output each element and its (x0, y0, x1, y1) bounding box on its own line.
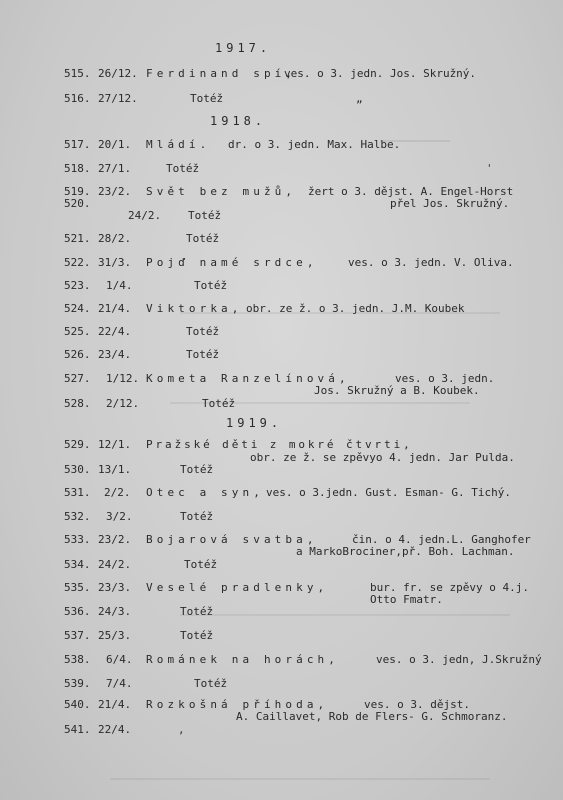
entry-details: ves. o 3.jedn. Gust. Esman- G. Tichý. (266, 486, 512, 499)
entry-date: 7/4. (106, 677, 133, 690)
entry-number: 526. (64, 348, 91, 361)
entry-details-continued: A. Caillavet, Rob de Flers- G. Schmoranz. (236, 710, 508, 723)
entry-date: 25/3. (98, 629, 132, 642)
entry-title: Bojarová svatba, (146, 533, 318, 546)
entry-date: 27/12. (98, 92, 138, 105)
entry-date: 6/4. (106, 653, 133, 666)
same-note: Totéž (202, 397, 236, 410)
entry-date: 24/3. (98, 605, 132, 618)
same-note: Totéž (186, 325, 220, 338)
entry-row (0, 91, 563, 107)
entry-number: 525. (64, 325, 91, 338)
entry-number: 535. (64, 581, 91, 594)
entry-title: Veselé pradlenky, (146, 581, 329, 594)
year-heading-row (0, 113, 563, 129)
entry-date: 22/4. (98, 325, 132, 338)
entry-date: 13/1. (98, 463, 132, 476)
entry-date: 23/2. (98, 185, 132, 198)
entry-number: 539. (64, 677, 91, 690)
entry-details: ves. o 3. dějst. (364, 698, 470, 711)
entry-number: 518. (64, 162, 91, 175)
entry-row (0, 255, 563, 271)
entry-row (0, 278, 563, 294)
entry-date: 31/3. (98, 256, 132, 269)
entry-details-continued: a MarkoBrociner,př. Boh. Lachman. (296, 545, 515, 558)
same-note: Totéž (180, 629, 214, 642)
entry-title: Ferdinand spí, (146, 67, 297, 80)
entry-details: obr. ze ž. o 3. jedn. J.M. Koubek (246, 302, 465, 315)
entry-number: 523. (64, 279, 91, 292)
entry-details-continued: Otto Fmatr. (370, 593, 443, 606)
entry-date: 23/3. (98, 581, 132, 594)
entry-number: 533. (64, 533, 91, 546)
entry-number: 519. (64, 185, 91, 198)
same-note: Totéž (194, 279, 228, 292)
entry-details: bur. fr. se zpěvy o 4.j. (370, 581, 529, 594)
stray-mark: ' (486, 162, 493, 175)
entry-row (0, 324, 563, 340)
bleed-through-mark (110, 778, 490, 780)
entry-row (0, 722, 563, 738)
entry-number: 532. (64, 510, 91, 523)
entry-title: Kometa Ranzelínová, (146, 372, 350, 385)
year-heading: 1919. (226, 416, 283, 430)
entry-title: Pražské děti z mokré čtvrti, (146, 438, 413, 451)
entry-number: 529. (64, 438, 91, 451)
entry-number: 522. (64, 256, 91, 269)
same-note: Totéž (180, 510, 214, 523)
entry-row (0, 652, 563, 668)
entry-row (0, 66, 563, 82)
entry-number: 531. (64, 486, 91, 499)
ditto-mark: „ (356, 92, 363, 105)
entry-title: Otec a syn, (146, 486, 264, 499)
entry-number: 527. (64, 372, 91, 385)
entry-row (0, 161, 563, 177)
entry-date: 23/2. (98, 533, 132, 546)
entry-row (0, 301, 563, 317)
entry-details: ves. o 3. jedn. V. Oliva. (348, 256, 514, 269)
entry-title: Rozkošná příhoda, (146, 698, 329, 711)
entry-date: 21/4. (98, 698, 132, 711)
entry-row (0, 509, 563, 525)
entry-number: 520. (64, 197, 91, 210)
entry-date: 1/12. (106, 372, 140, 385)
same-note: Totéž (186, 348, 220, 361)
entry-date: 3/2. (106, 510, 133, 523)
entry-date: 12/1. (98, 438, 132, 451)
entry-date: 28/2. (98, 232, 132, 245)
same-note: Totéž (190, 92, 224, 105)
entry-number: 534. (64, 558, 91, 571)
entry-title: Románek na horách, (146, 653, 340, 666)
entry-date: 20/1. (98, 138, 132, 151)
entry-title: Mládí. (146, 138, 211, 151)
entry-date: 2/2. (104, 486, 131, 499)
entry-row (0, 628, 563, 644)
entry-date: 21/4. (98, 302, 132, 315)
same-note: Totéž (186, 232, 220, 245)
entry-date: 27/1. (98, 162, 132, 175)
entry-date: 1/4. (106, 279, 133, 292)
entry-date: 2/12. (106, 397, 140, 410)
entry-date: 24/2. (128, 209, 162, 222)
same-note: Totéž (180, 463, 214, 476)
entry-number: 541. (64, 723, 91, 736)
entry-title: Svět bez mužů, (146, 185, 297, 198)
entry-number: 524. (64, 302, 91, 315)
stray-mark: , (178, 723, 185, 736)
entry-number: 536. (64, 605, 91, 618)
entry-details: ves. o 3. jedn, J.Skružný (376, 653, 542, 666)
entry-details: ves. o 3. jedn. Jos. Skružný. (284, 67, 477, 80)
year-heading-row (0, 415, 563, 431)
entry-date: 26/12. (98, 67, 138, 80)
entry-date: 23/4. (98, 348, 132, 361)
entry-details: dr. o 3. jedn. Max. Halbe. (228, 138, 401, 151)
entry-details-continued: Jos. Skružný a B. Koubek. (314, 384, 480, 397)
entry-number: 540. (64, 698, 91, 711)
entry-row (0, 485, 563, 501)
entry-number: 517. (64, 138, 91, 151)
entry-row (0, 462, 563, 478)
entry-number: 538. (64, 653, 91, 666)
entry-row (0, 231, 563, 247)
entry-title: Viktorka, (146, 302, 243, 315)
entry-row (0, 137, 563, 153)
year-heading-row (0, 40, 563, 56)
entry-title: Pojď namé srdce, (146, 256, 318, 269)
entry-details: obr. ze ž. se zpěvyo 4. jedn. Jar Pulda. (250, 451, 515, 464)
entry-row (0, 604, 563, 620)
entry-number: 516. (64, 92, 91, 105)
same-note: Totéž (166, 162, 200, 175)
entry-row (0, 208, 563, 224)
entry-row (0, 557, 563, 573)
entry-date: 22/4. (98, 723, 132, 736)
entry-row (0, 676, 563, 692)
same-note: Totéž (194, 677, 228, 690)
entry-row (0, 396, 563, 412)
entry-details: čin. o 4. jedn.L. Ganghofer (352, 533, 531, 546)
entry-number: 537. (64, 629, 91, 642)
entry-date: 24/2. (98, 558, 132, 571)
entry-details: žert o 3. dějst. A. Engel-Horst (308, 185, 514, 198)
same-note: Totéž (184, 558, 218, 571)
year-heading: 1918. (210, 114, 267, 128)
entry-number: 530. (64, 463, 91, 476)
entry-details: ves. o 3. jedn. (395, 372, 495, 385)
entry-number: 521. (64, 232, 91, 245)
entry-row (0, 347, 563, 363)
year-heading: 1917. (215, 41, 272, 55)
entry-number: 515. (64, 67, 91, 80)
entry-number: 528. (64, 397, 91, 410)
same-note: Totéž (180, 605, 214, 618)
same-note: Totéž (188, 209, 222, 222)
entry-details-continued: přel Jos. Skružný. (390, 197, 510, 210)
